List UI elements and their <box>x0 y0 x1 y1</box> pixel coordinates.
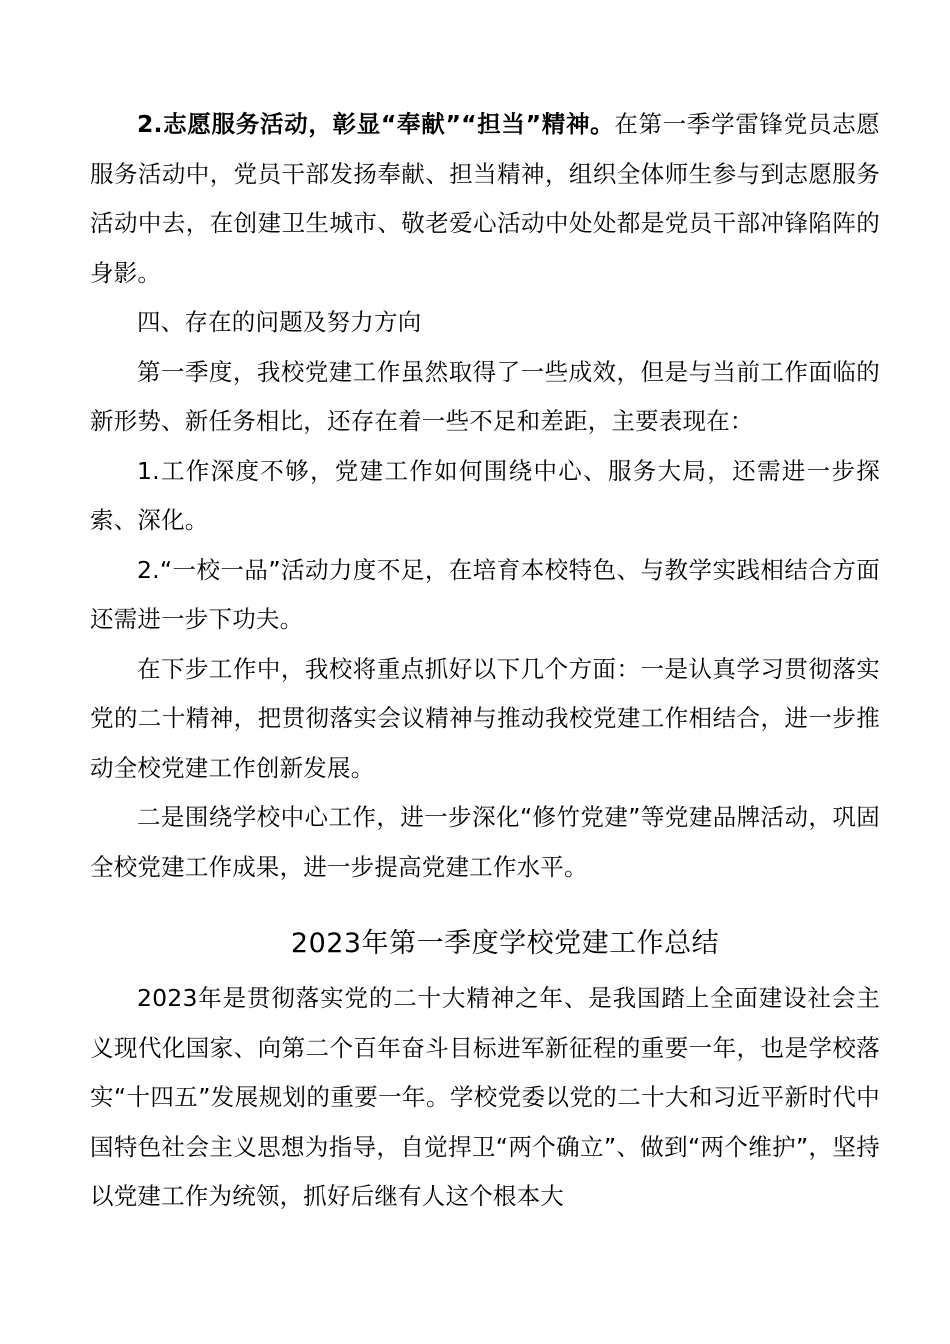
second-point-paragraph: 二是围绕学校中心工作，进一步深化“修竹党建”等党建品牌活动，巩固全校党建工作成果，进一步提高党建工作水平。 <box>90 803 880 881</box>
volunteer-heading: 2.志愿服务活动，彰显“奉献”“担当”精神。 <box>137 110 615 138</box>
problems-intro: 第一季度，我校党建工作虽然取得了一些成效，但是与当前工作面临的新形势、新任务相比，还存在着一些不足和差距，主要表现在： <box>90 357 880 435</box>
problem-item-1: 1.工作深度不够，党建工作如何围绕中心、服务大局，还需进一步探索、深化。 <box>90 456 880 534</box>
volunteer-paragraph <box>90 100 880 298</box>
volunteer-body: 在第一季学雷锋党员志愿服务活动中，党员干部发扬奉献、担当精神，组织全体师生参与到志愿服务活动中去，在创建卫生城市、敬老爱心活动中处处都是党员干部冲锋陷阵的身影。 <box>90 110 880 287</box>
problem-item-2: 2.“一校一品”活动力度不足，在培育本校特色、与教学实践相结合方面还需进一步下功夫。 <box>90 555 880 633</box>
section-four-heading: 四、存在的问题及努力方向 <box>137 308 422 336</box>
document-title: 2023年第一季度学校党建工作总结 <box>290 928 720 959</box>
next-steps-paragraph: 在下步工作中，我校将重点抓好以下几个方面：一是认真学习贯彻落实党的二十精神，把贯彻落实会议精神与推动我校党建工作相结合，进一步推动全校党建工作创新发展。 <box>90 654 880 782</box>
document-page <box>90 100 880 1222</box>
summary-paragraph: 2023年是贯彻落实党的二十大精神之年、是我国踏上全面建设社会主义现代化国家、向第二个百年奋斗目标进军新征程的重要一年，也是学校落实“十四五”发展规划的重要一年。学校党委以党的二十大和习近平新时代中国特色社会主义思想为指导，自觉捍卫“两个确立”、做到“两个维护”，坚持以党建工作为统领，抓好后继有人这个根本大 <box>90 984 880 1210</box>
